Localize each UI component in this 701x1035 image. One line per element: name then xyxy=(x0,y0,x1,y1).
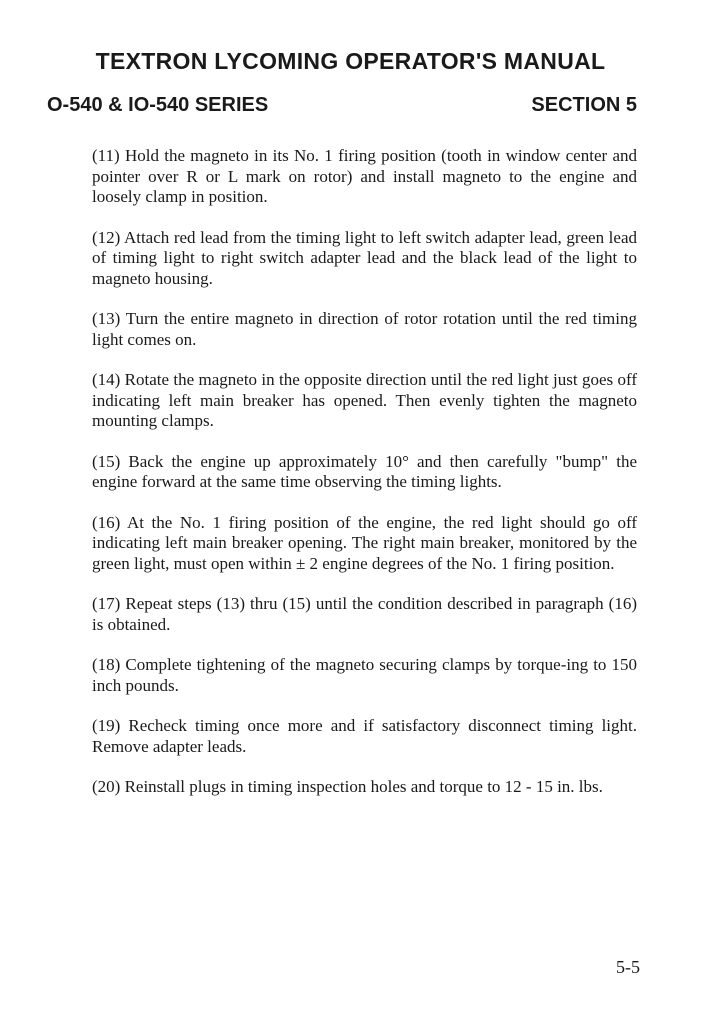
step-16: (16) At the No. 1 firing position of the engine, the red light should go off indicating left main breaker opening. The right main breaker, monitored by the green light, must open within ± 2 engine degrees of the No. 1 firing position. xyxy=(92,512,637,573)
section-heading: SECTION 5 xyxy=(531,94,637,116)
engine-series-heading: O-540 & IO-540 SERIES xyxy=(47,94,269,116)
step-17: (17) Repeat steps (13) thru (15) until the condition described in paragraph (16) is obtained. xyxy=(92,594,637,634)
step-11: (11) Hold the magneto in its No. 1 firing position (tooth in window center and pointer over R or L mark on rotor) and install magneto to the engine and loosely clamp in position. xyxy=(92,146,637,206)
page-number: 5-5 xyxy=(616,957,640,977)
step-20: (20) Reinstall plugs in timing inspection holes and torque to 12 - 15 in. lbs. xyxy=(92,777,603,796)
step-19: (19) Recheck timing once more and if satisfactory disconnect timing light. Remove adapter leads. xyxy=(92,716,637,756)
step-15: (15) Back the engine up approximately 10° and then carefully "bump" the engine forward at the same time observing the timing lights. xyxy=(92,451,637,491)
step-13: (13) Turn the entire magneto in direction of rotor rotation until the red timing light comes on. xyxy=(92,309,637,349)
step-18: (18) Complete tightening of the magneto securing clamps by torque-ing to 150 inch pounds. xyxy=(92,655,637,695)
step-12: (12) Attach red lead from the timing light to left switch adapter lead, green lead of timing light to right switch adapter lead and the black lead of the light to magneto housing. xyxy=(92,227,637,288)
step-14: (14) Rotate the magneto in the opposite direction until the red light just goes off indicating left main breaker has opened. Then evenly tighten the magneto mounting clamps. xyxy=(92,370,637,430)
procedure-steps xyxy=(92,146,637,818)
manual-title: TEXTRON LYCOMING OPERATOR'S MANUAL xyxy=(95,48,606,74)
